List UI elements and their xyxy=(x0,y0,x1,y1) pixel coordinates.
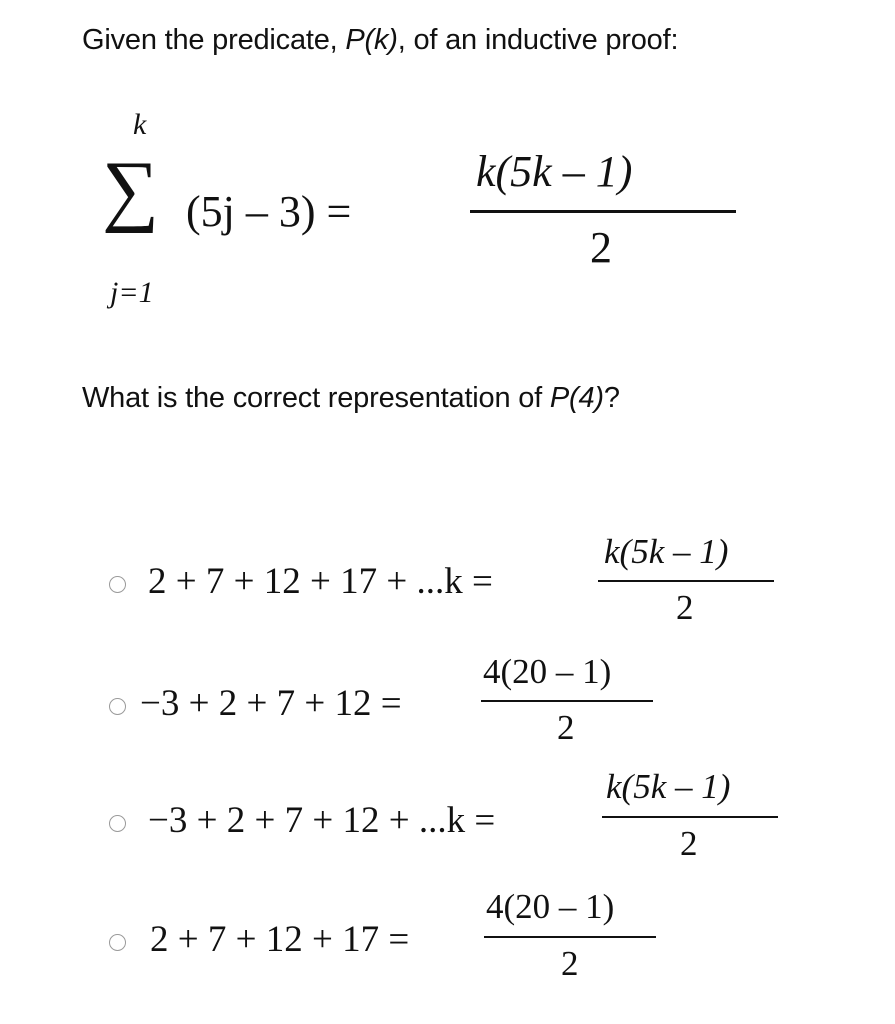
sum-term: (5j – 3) = xyxy=(186,187,352,236)
option-1-fraction-bar xyxy=(598,580,774,582)
ask-text-pre: What is the correct representation of xyxy=(82,382,550,414)
formula-numerator: k(5k – 1) xyxy=(476,147,633,196)
option-2-radio[interactable] xyxy=(109,698,126,715)
predicate-pk: P(k) xyxy=(345,24,398,56)
ask-text-post: ? xyxy=(603,382,620,414)
option-3-denominator: 2 xyxy=(680,824,698,863)
option-1-radio[interactable] xyxy=(109,576,126,593)
option-4-denominator: 2 xyxy=(561,944,579,983)
option-4-numerator: 4(20 – 1) xyxy=(486,887,615,926)
formula-fraction-bar xyxy=(470,210,736,213)
option-4-fraction-bar xyxy=(484,936,656,938)
option-2-numerator: 4(20 – 1) xyxy=(483,652,612,691)
question-intro xyxy=(82,24,678,57)
intro-text-pre: Given the predicate, xyxy=(82,24,346,56)
summation-sigma: ∑ xyxy=(102,146,160,234)
option-2-denominator: 2 xyxy=(557,708,575,747)
sum-lower-limit: j=1 xyxy=(110,276,154,309)
option-4-lhs: 2 + 7 + 12 + 17 = xyxy=(150,919,410,960)
question-ask xyxy=(82,382,620,415)
option-1-denominator: 2 xyxy=(676,588,694,627)
option-2-lhs: −3 + 2 + 7 + 12 = xyxy=(140,683,402,724)
option-3-numerator: k(5k – 1) xyxy=(606,767,731,806)
option-3-fraction-bar xyxy=(602,816,778,818)
option-1-numerator: k(5k – 1) xyxy=(604,532,729,571)
option-1-lhs: 2 + 7 + 12 + 17 + ...k = xyxy=(148,561,493,602)
intro-text-post: , of an inductive proof: xyxy=(397,24,679,56)
sum-upper-limit: k xyxy=(133,108,147,141)
option-3-radio[interactable] xyxy=(109,815,126,832)
predicate-p4: P(4) xyxy=(549,382,604,414)
option-3-lhs: −3 + 2 + 7 + 12 + ...k = xyxy=(148,800,496,841)
option-2-fraction-bar xyxy=(481,700,653,702)
formula-denominator: 2 xyxy=(590,223,612,272)
option-4-radio[interactable] xyxy=(109,934,126,951)
